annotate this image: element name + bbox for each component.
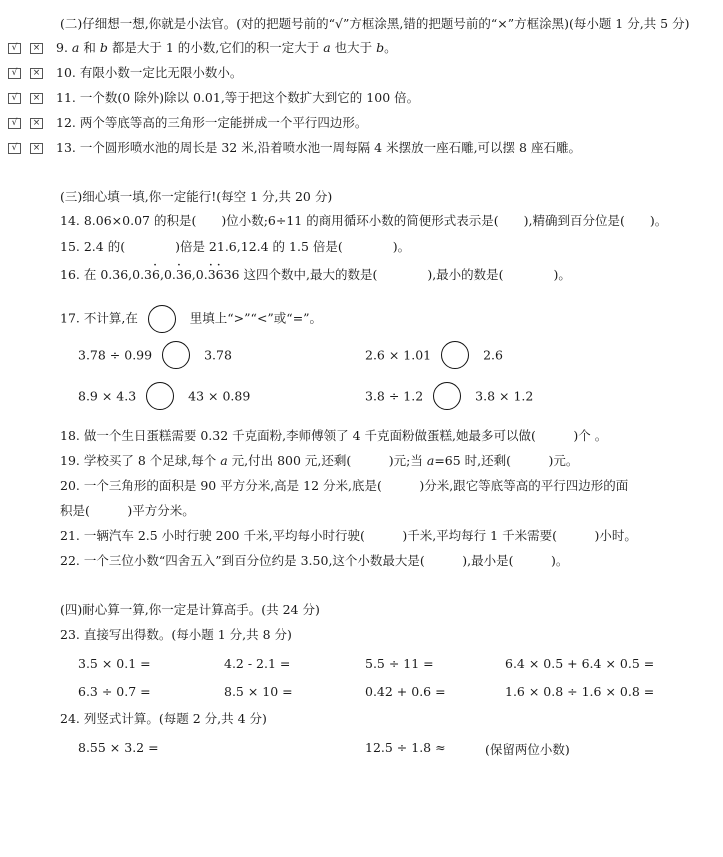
question-20-line-1: 20. 一个三角形的面积是 90 平方分米,高是 12 分米,底是( )分米,跟它等底等高的平行四边形的面	[60, 478, 629, 493]
question-22: 22. 一个三位小数“四舍五入”到百分位约是 3.50,这个小数最大是( ),最小是( )。	[60, 553, 569, 568]
compare-circle[interactable]	[433, 382, 461, 410]
oral-calc: 3.5 × 0.1 =	[78, 656, 151, 671]
judge-text-11: 11. 一个数(0 除外)除以 0.01,等于把这个数扩大到它的 100 倍。	[56, 90, 420, 105]
check-box[interactable]: √	[8, 143, 21, 154]
question-20-line-2: 积是( )平方分米。	[60, 503, 195, 518]
section-2-title: (二)仔细想一想,你就是小法官。(对的把题号前的“√”方框涂黑,错的把题号前的“×”方框涂黑)(每小题 1 分,共 5 分)	[60, 16, 690, 31]
judge-row-11	[8, 90, 419, 106]
cross-box[interactable]: ×	[30, 143, 43, 154]
judge-text-12: 12. 两个等底等高的三角形一定能拼成一个平行四边形。	[56, 115, 368, 130]
judge-row-13	[8, 140, 581, 156]
question-24: 24. 列竖式计算。(每题 2 分,共 4 分)	[60, 711, 267, 726]
check-box[interactable]: √	[8, 118, 21, 129]
cross-box[interactable]: ×	[30, 43, 43, 54]
oral-calc: 4.2 - 2.1 =	[224, 656, 291, 671]
judge-row-10	[8, 65, 242, 81]
check-box[interactable]: √	[8, 43, 21, 54]
judge-row-9	[8, 40, 397, 56]
section-4-title: (四)耐心算一算,你一定是计算高手。(共 24 分)	[60, 602, 320, 617]
check-box[interactable]: √	[8, 68, 21, 79]
compare-item-4: 3.8 ÷ 1.2 3.8 × 1.2	[365, 382, 533, 410]
cross-box[interactable]: ×	[30, 93, 43, 104]
vertical-calc-2-note: (保留两位小数)	[485, 742, 570, 757]
oral-calc: 6.4 × 0.5 + 6.4 × 0.5 =	[505, 656, 655, 671]
compare-circle[interactable]	[162, 341, 190, 369]
oral-calc: 5.5 ÷ 11 =	[365, 656, 434, 671]
compare-item-2: 2.6 × 1.01 2.6	[365, 341, 503, 369]
cross-box[interactable]: ×	[30, 68, 43, 79]
judge-text-9: 9. a 和 b 都是大于 1 的小数,它们的积一定大于 a 也大于 b。	[56, 40, 397, 55]
compare-circle-example	[148, 305, 176, 333]
question-18: 18. 做一个生日蛋糕需要 0.32 千克面粉,李师傅领了 4 千克面粉做蛋糕,她最多可以做( )个 。	[60, 428, 608, 443]
cross-box[interactable]: ×	[30, 118, 43, 129]
vertical-calc-2: 12.5 ÷ 1.8 ≈	[365, 740, 446, 755]
compare-item-1: 3.78 ÷ 0.99 3.78	[78, 341, 232, 369]
oral-calc: 8.5 × 10 =	[224, 684, 293, 699]
oral-calc: 6.3 ÷ 0.7 =	[78, 684, 151, 699]
oral-calc: 0.42 + 0.6 =	[365, 684, 446, 699]
compare-circle[interactable]	[146, 382, 174, 410]
vertical-calc-1: 8.55 × 3.2 =	[78, 740, 159, 755]
question-23: 23. 直接写出得数。(每小题 1 分,共 8 分)	[60, 627, 292, 642]
judge-row-12	[8, 115, 367, 131]
judge-text-10: 10. 有限小数一定比无限小数小。	[56, 65, 243, 80]
repeating-dot: 3 ·	[176, 267, 184, 282]
compare-circle[interactable]	[441, 341, 469, 369]
question-21: 21. 一辆汽车 2.5 小时行驶 200 千米,平均每小时行驶( )千米,平均每行 1 千米需要( )小时。	[60, 528, 637, 543]
question-14: 14. 8.06×0.07 的积是( )位小数;6÷11 的商用循环小数的简便形式表示是( ),精确到百分位是( )。	[60, 213, 668, 228]
question-16: 16. 在 0.36,0.36,0.3 ·6,0.3 ·6 ·36 这四个数中,最大的数是( ),最小的数是( )。	[60, 267, 571, 283]
check-box[interactable]: √	[8, 93, 21, 104]
section-3-title: (三)细心填一填,你一定能行!(每空 1 分,共 20 分)	[60, 189, 333, 204]
question-17: 17. 不计算,在 里填上“>”“<”或“=”。	[60, 304, 322, 333]
question-15: 15. 2.4 的( )倍是 21.6,12.4 的 1.5 倍是( )。	[60, 239, 411, 254]
question-19: 19. 学校买了 8 个足球,每个 a 元,付出 800 元,还剩( )元;当 a=65 时,还剩( )元。	[60, 453, 579, 468]
compare-item-3: 8.9 × 4.3 43 × 0.89	[78, 382, 250, 410]
oral-calc: 1.6 × 0.8 ÷ 1.6 × 0.8 =	[505, 684, 655, 699]
judge-text-13: 13. 一个圆形喷水池的周长是 32 米,沿着喷水池一周每隔 4 米摆放一座石雕,可以摆 8 座石雕。	[56, 140, 581, 155]
repeating-digits: 3 ·6 ·	[208, 267, 224, 282]
